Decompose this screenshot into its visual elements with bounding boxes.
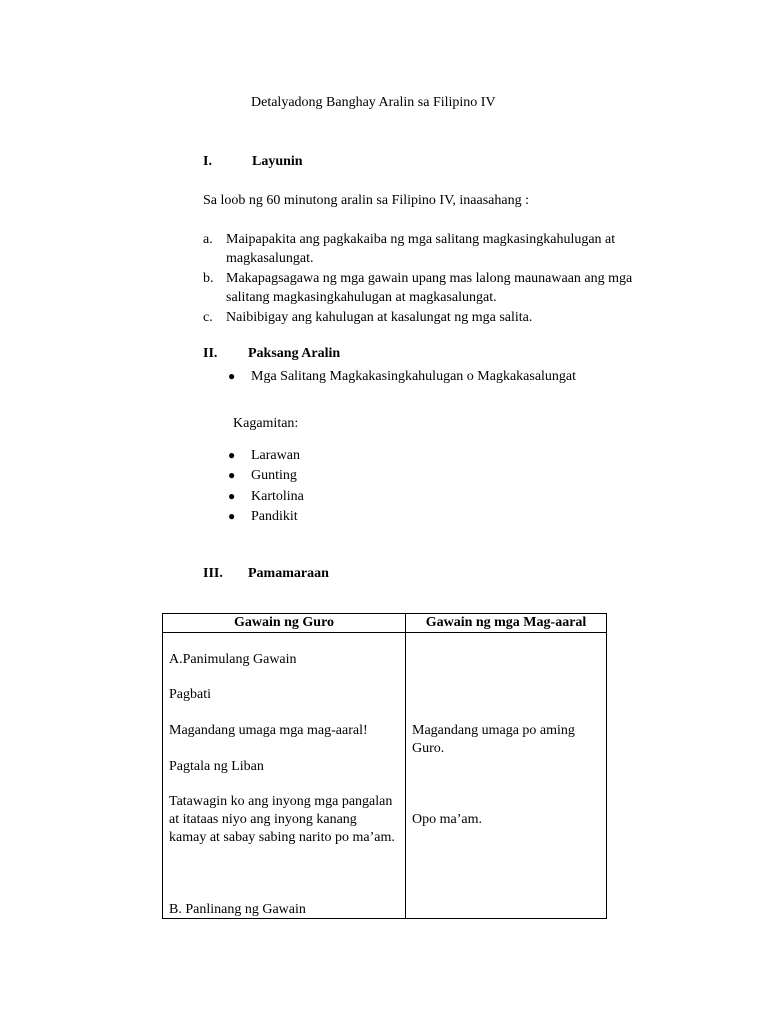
objective-item — [203, 308, 673, 327]
panimula-heading: A.Panimulang Gawain — [169, 652, 297, 667]
bullet-icon: ● — [228, 448, 236, 462]
document-title: Detalyadong Banghay Aralin sa Filipino IV — [251, 95, 496, 110]
material-text: Pandikit — [251, 509, 298, 524]
objective-text: Maipapakita ang pagkakaiba ng mga salitang magkasingkahulugan at magkasalungat. — [226, 232, 616, 266]
section-2-numeral: II. — [203, 346, 218, 361]
objectives-intro: Sa loob ng 60 minutong aralin sa Filipino IV, inaasahang : — [203, 193, 529, 208]
students-column-header: Gawain ng mga Mag-aaral — [406, 614, 607, 633]
section-3-heading: Pamamaraan — [248, 566, 329, 581]
students-roll-reply: Opo ma’am. — [412, 812, 482, 827]
procedure-table — [162, 613, 607, 919]
materials-label: Kagamitan: — [233, 416, 299, 431]
panlinang-heading: B. Panlinang ng Gawain — [169, 902, 306, 917]
pagbati-label: Pagbati — [169, 687, 211, 702]
section-1-numeral: I. — [203, 154, 212, 169]
table-row — [163, 633, 607, 919]
teacher-instruction: Tatawagin ko ang inyong mga pangalan at itataas niyo ang inyong kanang kamay at sabay sabing narito po ma’am. — [169, 794, 395, 845]
pagtala-label: Pagtala ng Liban — [169, 759, 264, 774]
topic-text: Mga Salitang Magkakasingkahulugan o Magkakasalungat — [251, 369, 577, 384]
bullet-icon: ● — [228, 489, 236, 503]
objective-text: Makapagsagawa ng mga gawain upang mas lalong maunawaan ang mga salitang magkasingkahulugan at magkasalungat. — [226, 271, 633, 305]
objective-item — [203, 230, 673, 268]
bullet-icon: ● — [228, 509, 236, 523]
students-cell — [406, 633, 607, 919]
material-item — [228, 466, 297, 485]
material-text: Kartolina — [251, 489, 304, 504]
objective-marker: a. — [203, 232, 213, 247]
table-header-row — [163, 614, 607, 633]
material-item — [228, 446, 300, 465]
objective-text: Naibibigay ang kahulugan at kasalungat ng mga salita. — [226, 310, 533, 325]
objective-marker: b. — [203, 271, 214, 286]
material-text: Larawan — [251, 448, 300, 463]
teacher-column-header: Gawain ng Guro — [163, 614, 406, 633]
teacher-greeting: Magandang umaga mga mag-aaral! — [169, 723, 368, 738]
material-item — [228, 487, 304, 506]
bullet-icon: ● — [228, 369, 236, 383]
students-greeting-reply: Magandang umaga po aming Guro. — [412, 723, 575, 756]
objective-marker: c. — [203, 310, 213, 325]
section-1-heading: Layunin — [252, 154, 303, 169]
objective-item — [203, 269, 673, 307]
section-2-heading: Paksang Aralin — [248, 346, 341, 361]
material-text: Gunting — [251, 468, 297, 483]
teacher-cell — [163, 633, 406, 919]
bullet-icon: ● — [228, 468, 236, 482]
section-3-numeral: III. — [203, 566, 223, 581]
material-item — [228, 507, 298, 526]
topic-item — [228, 367, 576, 386]
